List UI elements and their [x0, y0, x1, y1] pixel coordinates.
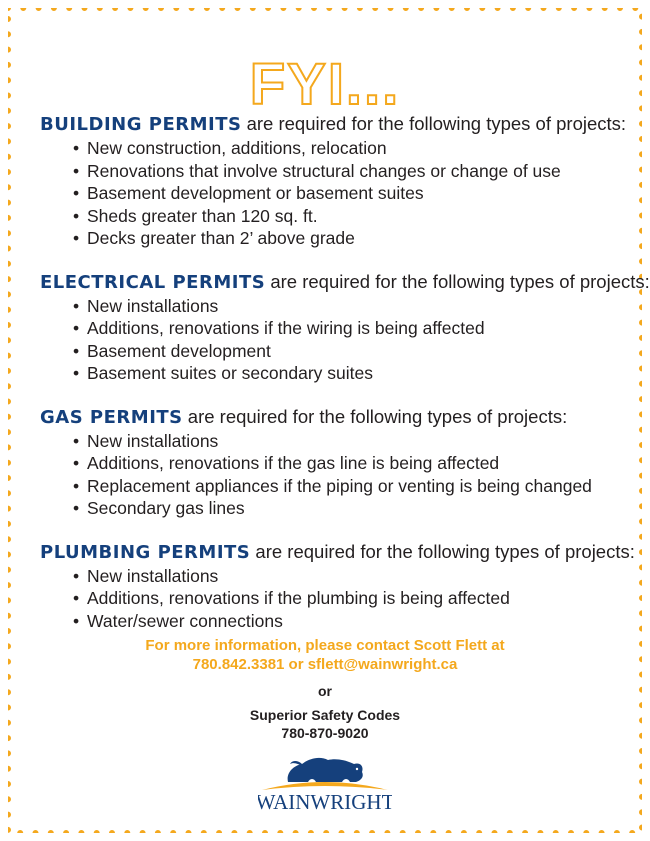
contact-info	[0, 636, 650, 674]
list-item: • Renovations that involve structural changes or change of use	[73, 160, 561, 181]
list-item: • Replacement appliances if the piping or venting is being changed	[73, 475, 592, 496]
list-item-text: Replacement appliances if the piping or venting is being changed	[87, 475, 592, 496]
section-heading-rest: are required for the following types of projects:	[250, 540, 635, 562]
section-heading-rest: are required for the following types of projects:	[241, 113, 627, 134]
list-item: • Basement development	[73, 340, 271, 361]
or-separator: or	[318, 683, 332, 699]
permit-list	[40, 137, 640, 250]
list-item-text: Renovations that involve structural changes or change of use	[87, 160, 561, 181]
section-heading	[40, 540, 640, 565]
list-item: • Secondary gas lines	[73, 498, 245, 518]
section-heading-rest: are required for the following types of projects:	[265, 270, 650, 292]
list-item: • Basement suites or secondary suites	[73, 363, 373, 383]
section-keyword: PLUMBING PERMITS	[40, 541, 251, 563]
logo-text: WAINWRIGHT	[258, 790, 392, 812]
contact-phone-email[interactable]: 780.842.3381 or sflett@wainwright.ca	[192, 656, 458, 673]
list-item: • New installations	[73, 565, 219, 586]
wainwright-logo	[258, 752, 392, 812]
list-item: • New installations	[73, 295, 219, 316]
contact-line: For more information, please contact Scott Flett at	[145, 637, 505, 654]
list-item-text: New installations	[87, 295, 219, 316]
permit-sections	[40, 112, 650, 652]
list-item-text: Basement development or basement suites	[87, 183, 424, 203]
list-item-text: Decks greater than 2’ above grade	[87, 228, 355, 248]
section-keyword: BUILDING PERMITS	[40, 114, 242, 135]
permit-list	[40, 565, 640, 633]
section-heading	[40, 112, 640, 137]
section-gas-permits	[40, 405, 640, 520]
section-heading	[40, 270, 650, 295]
list-item: • Additions, renovations if the gas line is being affected	[73, 453, 500, 473]
list-item-text: Basement suites or secondary suites	[87, 363, 373, 383]
list-item: • Sheds greater than 120 sq. ft.	[73, 205, 318, 226]
list-item-text: Additions, renovations if the gas line is being affected	[87, 453, 500, 473]
permit-list	[40, 430, 640, 520]
section-building-permits	[40, 112, 640, 250]
list-item: • Additions, renovations if the plumbing is being affected	[73, 588, 510, 608]
section-plumbing-permits	[40, 540, 640, 633]
section-keyword: ELECTRICAL PERMITS	[40, 271, 266, 293]
list-item-text: Additions, renovations if the plumbing is being affected	[87, 588, 510, 608]
list-item-text: New installations	[87, 565, 219, 586]
list-item: • Additions, renovations if the wiring is being affected	[73, 318, 485, 338]
list-item-text: Water/sewer connections	[87, 610, 283, 631]
org-name: Superior Safety Codes	[249, 707, 401, 723]
list-item: • New construction, additions, relocation	[73, 138, 387, 158]
section-electrical-permits	[40, 270, 650, 385]
list-item-text: Secondary gas lines	[87, 498, 245, 518]
bison-icon	[262, 758, 388, 790]
list-item-text: Basement development	[87, 340, 271, 361]
section-heading-rest: are required for the following types of projects:	[182, 405, 568, 427]
superior-safety-codes	[0, 706, 650, 742]
list-item-text: New installations	[87, 430, 219, 451]
list-item-text: New construction, additions, relocation	[87, 138, 387, 158]
section-keyword: GAS PERMITS	[40, 406, 183, 428]
list-item: • Water/sewer connections	[73, 610, 283, 631]
list-item-text: Sheds greater than 120 sq. ft.	[87, 205, 318, 226]
list-item: • Basement development or basement suites	[73, 183, 424, 203]
page-title: FYI...	[249, 52, 401, 117]
permit-list	[40, 295, 640, 385]
list-item: • Decks greater than 2’ above grade	[73, 228, 355, 248]
org-phone[interactable]: 780-870-9020	[281, 725, 369, 741]
section-heading	[40, 405, 640, 430]
list-item-text: Additions, renovations if the wiring is being affected	[87, 318, 485, 338]
list-item: • New installations	[73, 430, 219, 451]
